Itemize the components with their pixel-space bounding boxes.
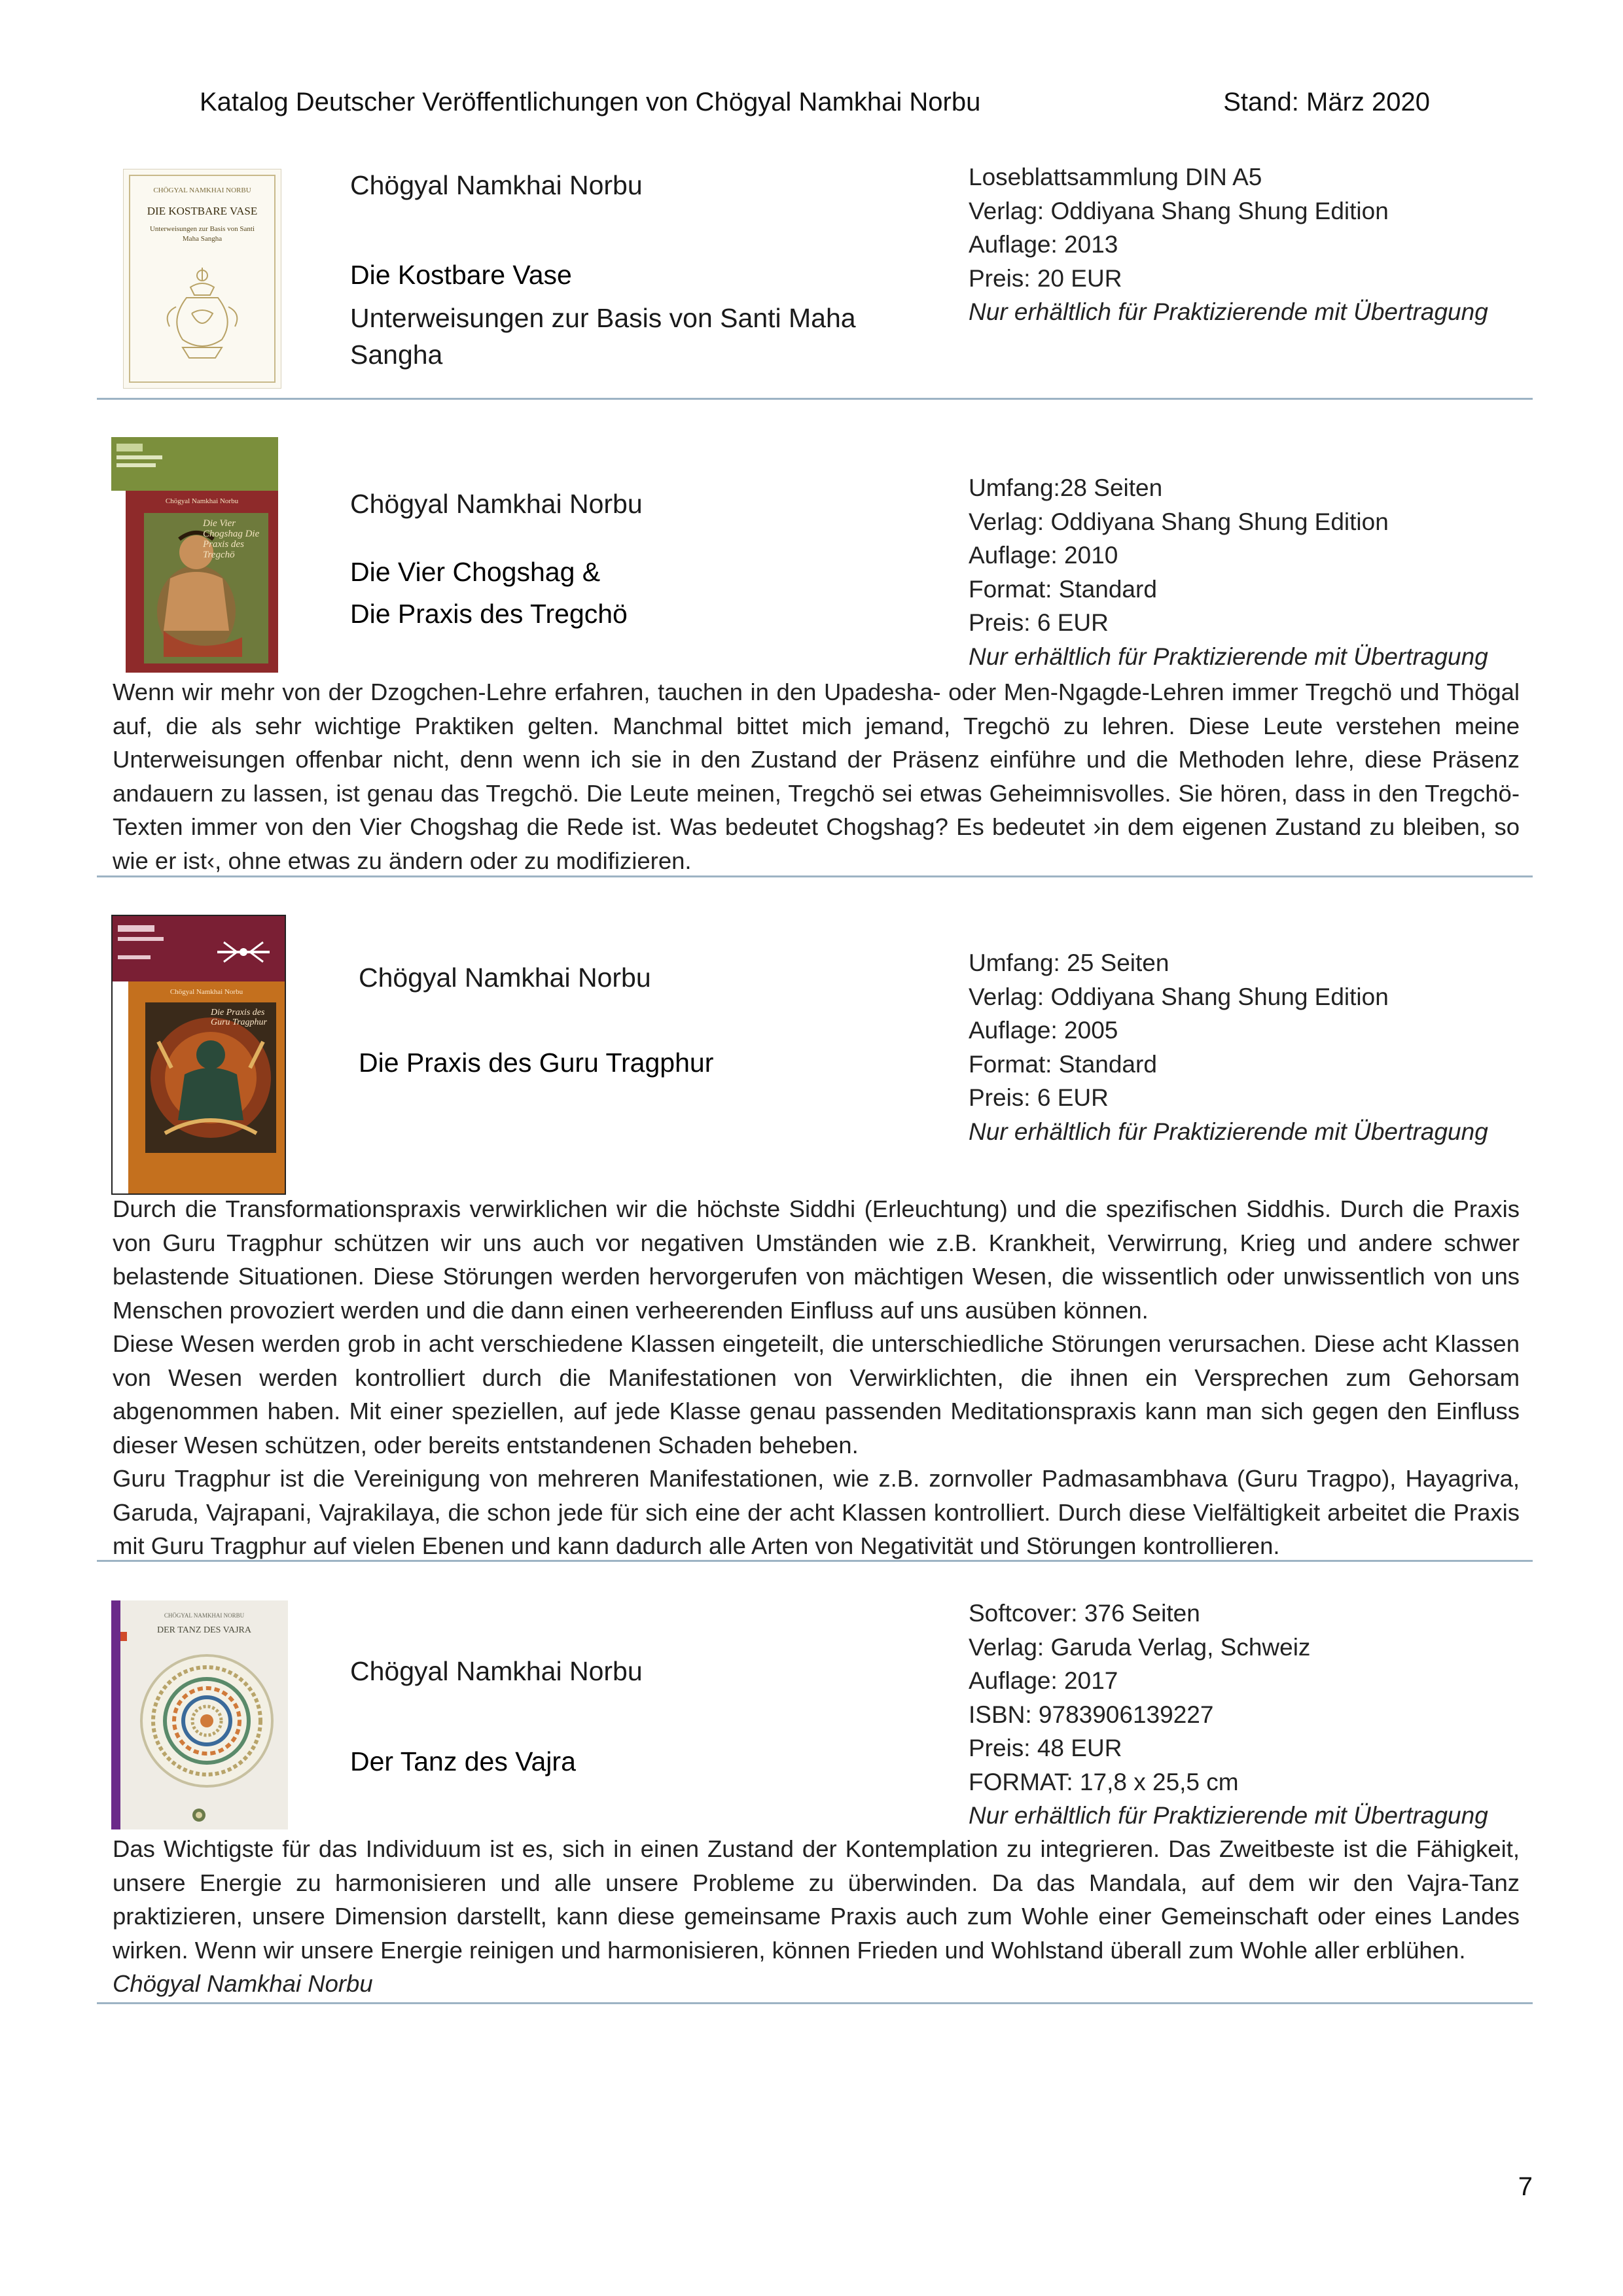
detail-line: Loseblattsammlung DIN A5 <box>969 164 1262 190</box>
detail-line: Verlag: Oddiyana Shang Shung Edition <box>969 197 1389 224</box>
book-details <box>969 160 1488 329</box>
detail-line: Auflage: 2010 <box>969 542 1118 569</box>
book-title: Die Praxis des Guru Tragphur <box>359 1048 714 1078</box>
description-paragraph: Das Wichtigste für das Individuum ist es, sich in einen Zustand der Kontemplation zu integrieren. Das Zweitbeste ist die Fähigkeit, unsere Energie zu harmonisieren und alle unsere Probleme zu überwinden. Da das Mandala, auf dem wir den Vajra-Tanz praktizieren, unsere Dimension darstellt, kann diese gemeinsame Praxis auch zum Wohle einer Gemeinschaft oder eines Landes wirken. Wenn wir unsere Energie reinigen und harmonisieren, können Frieden und Wohlstand überall zum Wohle aller erblühen. <box>113 1835 1520 1964</box>
vajra-icon <box>211 929 276 975</box>
detail-line: FORMAT: 17,8 x 25,5 cm <box>969 1768 1239 1795</box>
book-details <box>969 1597 1488 1833</box>
mandala-icon <box>135 1649 279 1793</box>
detail-line: Preis: 6 EUR <box>969 1084 1109 1111</box>
book-author: Chögyal Namkhai Norbu <box>359 963 651 993</box>
divider <box>97 875 1533 877</box>
detail-line: Umfang:28 Seiten <box>969 474 1163 501</box>
detail-line: Verlag: Oddiyana Shang Shung Edition <box>969 983 1389 1010</box>
book-details <box>969 471 1488 673</box>
availability-note: Nur erhältlich für Praktizierende mit Übertragung <box>969 643 1488 670</box>
cover-title-text: DIE KOSTBARE VASE <box>147 205 258 217</box>
description-paragraph: Diese Wesen werden grob in acht verschiedene Klassen eingeteilt, die unterschiedliche Störungen verursachen. Diese acht Klassen von Wesen werden kontrolliert durch die Manifestationen von Verwirklichten, die ihnen ein Versprechen zum Gehorsam abgenommen haben. Mit einer speziellen, auf jede Klasse genau passenden Meditationspraxis kann man sich gegen den Einfluss dieser Wesen schützen, oder bereits entstandenen Schaden beheben. <box>113 1330 1520 1458</box>
vase-icon <box>150 261 255 366</box>
detail-line: Softcover: 376 Seiten <box>969 1600 1200 1627</box>
description-signature: Chögyal Namkhai Norbu <box>113 1970 373 1997</box>
availability-note: Nur erhältlich für Praktizierende mit Übertragung <box>969 1802 1488 1829</box>
detail-line: Auflage: 2013 <box>969 231 1118 258</box>
detail-line: Preis: 6 EUR <box>969 609 1109 636</box>
book-subtitle: Unterweisungen zur Basis von Santi Maha Sangha <box>350 303 856 370</box>
book-cover-kostbare-vase[interactable] <box>123 169 281 389</box>
catalog-date: Stand: März 2020 <box>1223 88 1430 116</box>
cover-subtitle-text: Unterweisungen zur Basis von Santi Maha Sangha <box>149 225 255 243</box>
detail-line: Format: Standard <box>969 1050 1157 1078</box>
page-header <box>200 84 1430 120</box>
cover-author-text: Chögyal Namkhai Norbu <box>169 988 243 996</box>
page-number: 7 <box>1518 2172 1533 2201</box>
book-cover-tanz-des-vajra[interactable] <box>111 1600 288 1829</box>
seal-icon <box>191 1807 207 1823</box>
detail-line: Umfang: 25 Seiten <box>969 949 1169 976</box>
book-description <box>113 1192 1520 1563</box>
detail-line: ISBN: 9783906139227 <box>969 1701 1214 1728</box>
cover-author-text: CHÖGYAL NAMKHAI NORBU <box>164 1612 245 1619</box>
cover-author-text: CHÖGYAL NAMKHAI NORBU <box>153 186 251 194</box>
book-author: Chögyal Namkhai Norbu <box>350 1656 643 1686</box>
book-title-line-1: Die Vier Chogshag & <box>350 557 601 587</box>
book-author: Chögyal Namkhai Norbu <box>350 489 643 519</box>
cover-title-text: Die Praxis des Guru Tragphur <box>211 1008 267 1027</box>
divider <box>97 398 1533 400</box>
book-title: Die Kostbare Vase <box>350 260 572 290</box>
cover-title-text: Die Vier Chogshag Die Praxis des Tregchö <box>203 518 260 560</box>
description-paragraph: Wenn wir mehr von der Dzogchen-Lehre erfahren, tauchen in den Upadesha- oder Men-Ngagde-Lehren immer Tregchö und Thögal auf, die als sehr wichtige Praktiken gelten. Manchmal bittet mich jemand, Tregchö zu lehren. Diese Leute verstehen meine Unterweisungen offenbar nicht, denn wenn ich sie in den Zustand der Präsenz einführe und die Methoden lehre, diese Präsenz andauern zu lassen, ist genau das Tregchö. Die Leute meinen, Tregchö sei etwas Geheimnisvolles. Sie hören, dass in den Tregchö-Texten immer von den Vier Chogshag die Rede ist. Was bedeutet Chogshag? Es bedeutet ›in dem eigenen Zustand zu bleiben, so wie er ist‹, ohne etwas zu ändern oder zu modifizieren. <box>113 679 1520 874</box>
detail-line: Auflage: 2005 <box>969 1017 1118 1044</box>
book-author: Chögyal Namkhai Norbu <box>350 170 643 200</box>
book-cover-guru-tragphur[interactable] <box>111 915 286 1195</box>
cover-author-text: Chögyal Namkhai Norbu <box>165 497 239 505</box>
detail-line: Format: Standard <box>969 575 1157 603</box>
book-title-line-2: Die Praxis des Tregchö <box>350 599 628 629</box>
divider <box>97 1560 1533 1562</box>
availability-note: Nur erhältlich für Praktizierende mit Übertragung <box>969 1118 1488 1145</box>
book-description <box>113 1832 1520 2001</box>
detail-line: Verlag: Garuda Verlag, Schweiz <box>969 1633 1311 1661</box>
detail-line: Preis: 20 EUR <box>969 264 1122 292</box>
catalog-title: Katalog Deutscher Veröffentlichungen von Chögyal Namkhai Norbu <box>200 88 981 116</box>
book-description <box>113 675 1520 877</box>
book-title: Der Tanz des Vajra <box>350 1746 576 1776</box>
detail-line: Auflage: 2017 <box>969 1667 1118 1694</box>
cover-title-text: DER TANZ DES VAJRA <box>157 1625 251 1635</box>
description-paragraph: Durch die Transformationspraxis verwirklichen wir die höchste Siddhi (Erleuchtung) und die spezifischen Siddhis. Durch die Praxis von Guru Tragphur schützen wir uns auch vor negativen Umständen wie z.B. Krankheit, Verwirrung, Krieg und andere schwer belastende Situationen. Diese Störungen werden hervorgerufen von mächtigen Wesen, die wissentlich oder unwissentlich von uns Menschen provoziert werden und die dann einen verheerenden Einfluss auf uns ausüben können. <box>113 1195 1520 1324</box>
description-paragraph: Guru Tragphur ist die Vereinigung von mehreren Manifestationen, wie z.B. zornvoller Padmasambhava (Guru Tragpo), Hayagriva, Garuda, Vajrapani, Vajrakilaya, die schon jede für sich eine der acht Klassen kontrolliert. Durch diese Vielfältigkeit arbeitet die Praxis mit Guru Tragphur auf vielen Ebenen und kann dadurch alle Arten von Negativität und Störungen kontrollieren. <box>113 1465 1520 1559</box>
detail-line: Verlag: Oddiyana Shang Shung Edition <box>969 508 1389 535</box>
detail-line: Preis: 48 EUR <box>969 1735 1122 1761</box>
book-details <box>969 946 1488 1148</box>
book-cover-vier-chogshag[interactable] <box>111 437 278 673</box>
divider <box>97 2002 1533 2004</box>
availability-note: Nur erhältlich für Praktizierende mit Übertragung <box>969 298 1488 325</box>
